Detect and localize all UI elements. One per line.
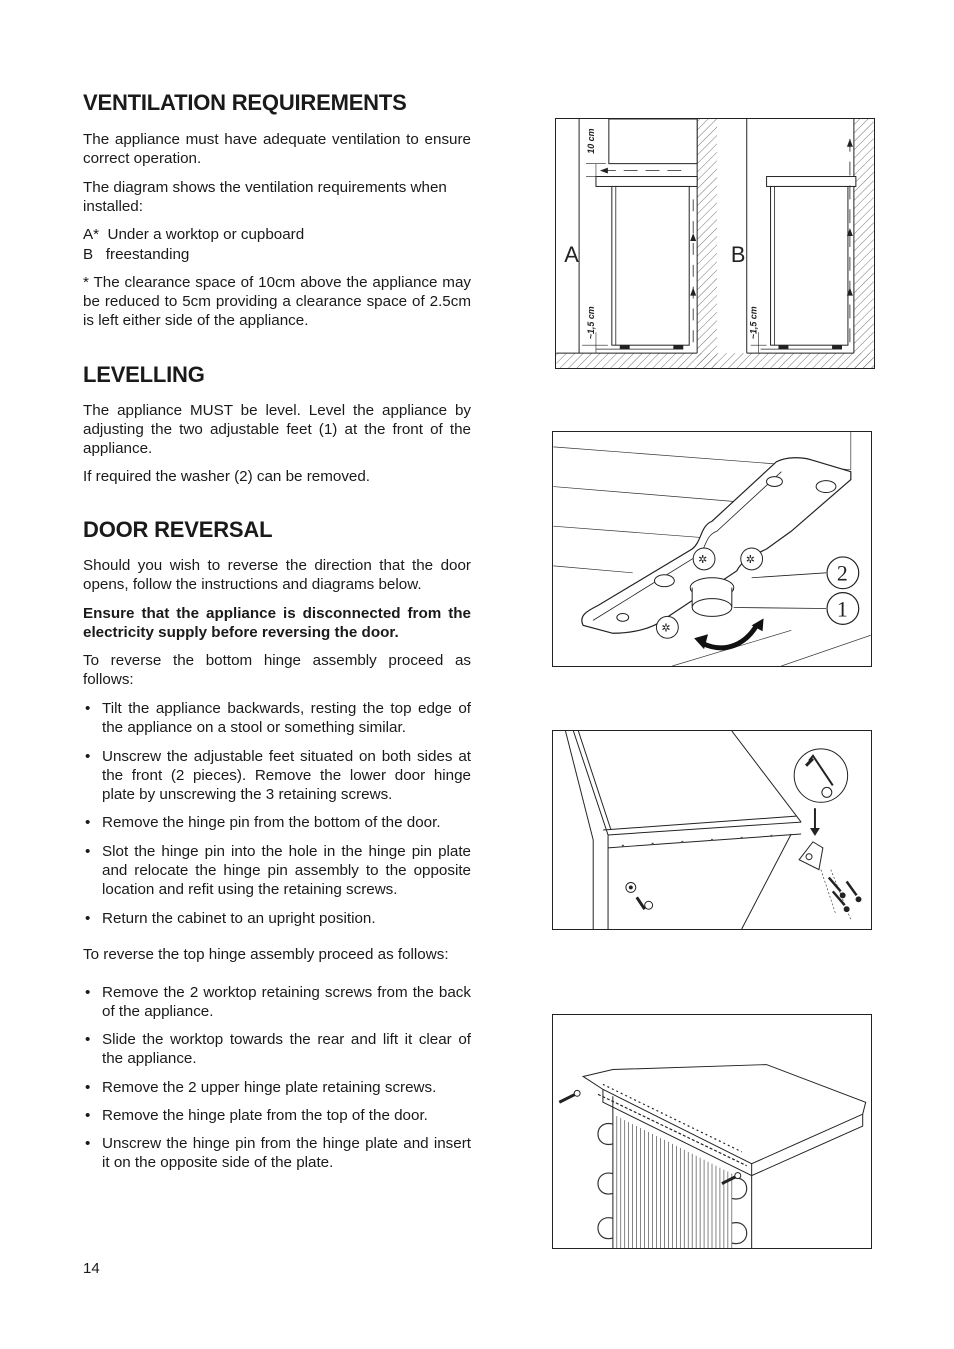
screw-icon (626, 882, 653, 909)
bullet-dot: • (85, 843, 91, 860)
top-step-5: • Unscrew the hinge pin from the hinge plate and insert it on the opposite side of the plate. (85, 1135, 471, 1172)
screw-icon (693, 548, 715, 570)
adjustable-foot-icon (690, 578, 734, 617)
door-reversal-warning: Ensure that the appliance is disconnected from the electricity supply before reversing the door. (83, 605, 471, 642)
bottom-step-2: • Unscrew the adjustable feet situated on both sides at the front (2 pieces). Remove the lower door hinge plate by unscrewing the 3 retaining screws. (85, 748, 471, 804)
top-step-2: • Slide the worktop towards the rear and lift it clear of the appliance. (85, 1031, 471, 1068)
ventilation-heading: VENTILATION REQUIREMENTS (83, 90, 407, 115)
floor-hatch-b (717, 353, 874, 368)
screw-icon (656, 616, 678, 638)
top-hinge-diagram (552, 1014, 872, 1249)
wall-hatch-b (854, 119, 874, 368)
wall-hatch-a (697, 119, 717, 368)
dim-side-label-b: ~1,5 cm (748, 306, 759, 340)
svg-text:✲: ✲ (745, 552, 755, 566)
screw-icon (559, 1090, 580, 1102)
top-step-3: • Remove the 2 upper hinge plate retaining screws. (85, 1079, 437, 1096)
arrow-down-icon (810, 828, 820, 836)
svg-text:✲: ✲ (698, 552, 708, 566)
magnifier-circle (794, 749, 847, 802)
ventilation-footnote: * The clearance space of 10cm above the appliance may be reduced to 5cm providing a clearance space of 2.5cm is left either side of the appliance. (83, 274, 471, 330)
bottom-hinge-intro: To reverse the bottom hinge assembly proceed as follows: (83, 652, 471, 689)
rotate-arrow-icon (702, 625, 757, 647)
bullet-dot: • (85, 700, 91, 717)
bottom-hinge-diagram (552, 730, 872, 930)
floor-hatch-a (556, 353, 717, 368)
bullet-dot: • (85, 910, 91, 927)
hinge-plate-icon (799, 842, 823, 870)
bottom-step-3: • Remove the hinge pin from the bottom of the door. (85, 814, 441, 831)
bottom-step-1: • Tilt the appliance backwards, resting the top edge of the appliance on a stool or something similar. (85, 700, 471, 737)
bottom-step-4: • Slot the hinge pin into the hole in the hinge pin plate and relocate the hinge pin assembly to the opposite location and refit using the retaining screws. (85, 843, 471, 899)
ventilation-diagram (555, 118, 875, 369)
bottom-step-5: • Return the cabinet to an upright position. (85, 910, 376, 927)
page-number: 14 (83, 1260, 100, 1277)
label-b: B (730, 241, 746, 267)
bullet-dot: • (85, 814, 91, 831)
ventilation-item-b: B freestanding (83, 246, 190, 263)
bullet-dot: • (85, 984, 91, 1001)
bullet-dot: • (85, 1107, 91, 1124)
top-hinge-intro: To reverse the top hinge assembly proceed as follows: (83, 946, 449, 963)
top-step-1: • Remove the 2 worktop retaining screws from the back of the appliance. (85, 984, 471, 1021)
bullet-dot: • (85, 1031, 91, 1048)
levelling-heading: LEVELLING (83, 362, 205, 387)
bullet-dot: • (85, 1079, 91, 1096)
bullet-dot: • (85, 748, 91, 765)
top-step-4: • Remove the hinge plate from the top of the door. (85, 1107, 428, 1124)
levelling-diagram (552, 431, 872, 667)
dim-top-label: 10 cm (585, 128, 596, 154)
door-reversal-intro: Should you wish to reverse the direction that the door opens, follow the instructions and diagrams below. (83, 557, 471, 594)
levelling-p1: The appliance MUST be level. Level the appliance by adjusting the two adjustable feet (1) at the front of the appliance. (83, 402, 471, 458)
svg-text:✲: ✲ (661, 621, 671, 635)
bullet-dot: • (85, 1135, 91, 1152)
ventilation-diagram-note: The diagram shows the ventilation requirements when installed: (83, 179, 447, 216)
screw-icon (741, 548, 763, 570)
label-a: A (564, 241, 579, 267)
callout-2-label: 2 (836, 561, 848, 586)
screw-icon (722, 1173, 741, 1184)
levelling-p2: If required the washer (2) can be removed. (83, 468, 371, 485)
ventilation-item-a: A* Under a worktop or cupboard (83, 226, 305, 243)
door-reversal-heading: DOOR REVERSAL (83, 517, 273, 542)
callout-1-label: 1 (836, 597, 848, 622)
dim-side-label-a: ~1,5 cm (585, 306, 596, 340)
ventilation-intro: The appliance must have adequate ventilation to ensure correct operation. (83, 131, 471, 168)
